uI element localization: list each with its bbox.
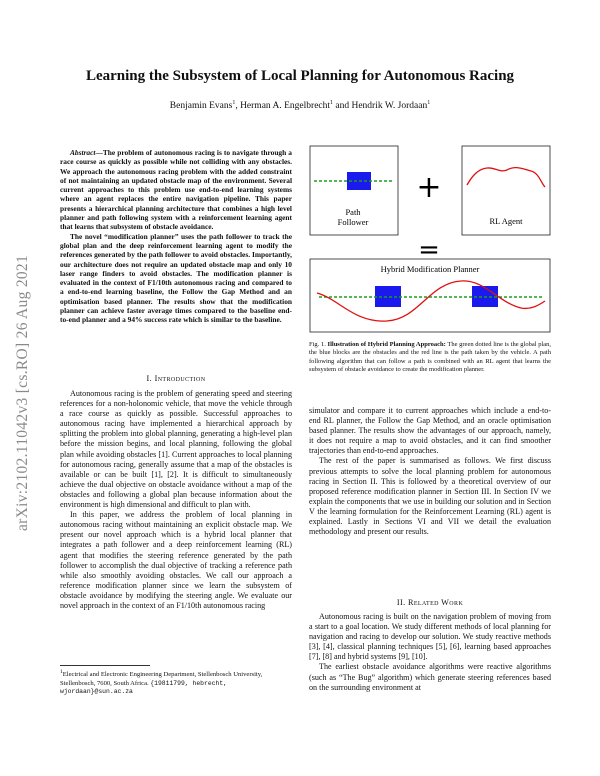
- path-follower-label-1: Path: [345, 207, 361, 217]
- caption-text: The green dotted line is the global plan, the blue blocks are the obstacles and the red line is the path taken by the vehicle. A path following algorithm that can follow a path is combined with an RL agent that learns the subsystem of obstacle avoidance to create the modification planner.: [309, 341, 552, 373]
- right-p1: The rest of the paper is summarised as follows. We first discuss previous attempts to solve the local planning problem for autonomous racing in Section II. This is followed by a theoretical overview of our proposed reference modification planner in Section III. In Section IV we explain the components that we use in building our solution and in Section V the learning formulation for the Reinforcement Learning (RL) agent is explained. Lastly in Sections VI and VII we detail the evaluation methodology and present our results.: [309, 456, 551, 537]
- plus-sign: +: [416, 170, 442, 205]
- section-heading-introduction: I. Introduction: [146, 374, 206, 383]
- footnote-text: Electrical and Electronic Engineering Department, Stellenbosch University, Stellenbosch, 7600, South Africa.: [60, 671, 263, 687]
- caption-label: Fig. 1.: [309, 341, 326, 348]
- footnote: [60, 668, 292, 696]
- abstract: [60, 148, 292, 325]
- hybrid-planner-label: Hybrid Modification Planner: [380, 264, 480, 274]
- intro-p2: In this paper, we address the problem of local planning in autonomous racing without maintaining an explicit obstacle map. We present our novel approach which is a hybrid local planner that integrates a path follower and a deep reinforcement learning (RL) agent that modifies the steering reference generated by the path follower to accomplish the dual objective of tracking a reference path while also smoothly avoiding obstacles. We call our approach a reference modification planner since we learn the subsystem of obstacle avoidance by modifying the steering angle. We evaluate our novel approach in the context of an F1/10th autonomous racing: [60, 510, 292, 610]
- related-p1: Autonomous racing is built on the navigation problem of moving from a start to a goal location. We study different methods of local planning for navigation and racing to develop our solution. We study reactive methods [3], [4], classical planning techniques [5], [6], learning based approaches [7], [8] and hybrid systems [9], [10].: [309, 612, 551, 662]
- author-2: Herman A. Engelbrecht: [240, 101, 331, 112]
- abstract-p2: The novel “modification planner” uses the path follower to track the global plan and the deep reinforcement learning agent to modify the references generated by the path follower to avoid obstacles. Importantly, our architecture does not require an updated obstacle map and only 10 laser range finders to avoid obstacles. The modification planner is evaluated in the context of F1/10th autonomous racing and compared to a end-to-end learning baseline, the Follow the Gap Method and an optimisation based planner. The results show that the modification planner can achieve faster average times compared to the baseline end-to-end planner and a 94% success rate which is similar to the baseline.: [60, 231, 292, 325]
- hybrid-path-curve: [317, 281, 545, 321]
- related-body: [309, 612, 551, 693]
- footnote-mark: 1: [60, 669, 63, 675]
- path-follower-label-2: Follower: [337, 217, 369, 227]
- author-3: and Hendrik W. Jordaan: [335, 101, 428, 112]
- affil-mark: 1: [330, 100, 334, 106]
- abstract-p1: —The problem of autonomous racing is to navigate through a race course as quickly as possible while not colliding with any obstacles. We approach the autonomous racing problem with the added constraint of not maintaining an updated obstacle map of the environment. Several current approaches to this problem use end-to-end learning systems where an agent replaces the entire navigation pipeline. This paper presents a hierarchical planning architecture that combines a high level planner and path following system with a reinforcement learning agent that learns that subsystem of obstacle avoidance.: [60, 148, 292, 232]
- footnote-rule: [60, 665, 150, 666]
- right-column-body: [309, 406, 551, 537]
- equals-sign: =: [418, 235, 440, 265]
- intro-body: [60, 389, 292, 611]
- affil-mark: 1: [232, 100, 236, 106]
- rl-path-curve: [467, 168, 545, 187]
- abstract-label: Abstract: [70, 148, 96, 157]
- author-list: Benjamin Evans$^1$, Herman A. Engelbrecht$^1$ and Hendrik W. Jordaan$^1$: [169, 100, 431, 112]
- arxiv-stamp: arXiv:2102.11042v3 [cs.RO] 26 Aug 2021: [14, 254, 31, 531]
- rl-agent-label: RL Agent: [489, 216, 523, 226]
- figure-caption: [309, 341, 551, 374]
- paper-title: Learning the Subsystem of Local Planning for Autonomous Racing: [85, 68, 515, 84]
- caption-bold: Illustration of Hybrid Planning Approach:: [327, 341, 446, 348]
- affil-mark: 1: [427, 100, 431, 106]
- related-p2: The earliest obstacle avoidance algorithms were reactive algorithms (such as “The Bug” algorithm) which generate steering references based on the surrounding environment at: [309, 662, 551, 692]
- author-1: Benjamin Evans: [169, 101, 233, 112]
- right-p0: simulator and compare it to current approaches which include a end-to-end RL planner, the Follow the Gap Method, and an oracle optimisation based planner. The results show the advantages of our approach, namely, it does not require a map to avoid obstacles, and it can find smoother trajectories than end-to-end approaches.: [309, 406, 551, 456]
- footnote-emails: {19811799, hebrecht, wjordaan}@sun.ac.za: [60, 679, 227, 695]
- section-heading-related-work: II. Related Work: [396, 598, 464, 607]
- figure-1: [309, 143, 551, 335]
- intro-p1: Autonomous racing is the problem of generating speed and steering references for a non-holonomic vehicle, that move the vehicle through a race course as quickly as possible. Successful approaches to autonomous racing have implemented a hierarchical approach by splitting the problem into global planning, generating a high-level plan before the mission begins, and local planning, following the global plan while avoiding obstacles [1]. Current approaches to local planning for autonomous racing, generally assume that a map of the obstacles is available or can be built [1], [2]. It is difficult to simultaneously achieve the dual objective on obstacle avoidance without a map of the obstacles and following a global plan because information about the environment is high dimensional and difficult to plan with.: [60, 389, 292, 510]
- obstacle-block: [375, 286, 401, 307]
